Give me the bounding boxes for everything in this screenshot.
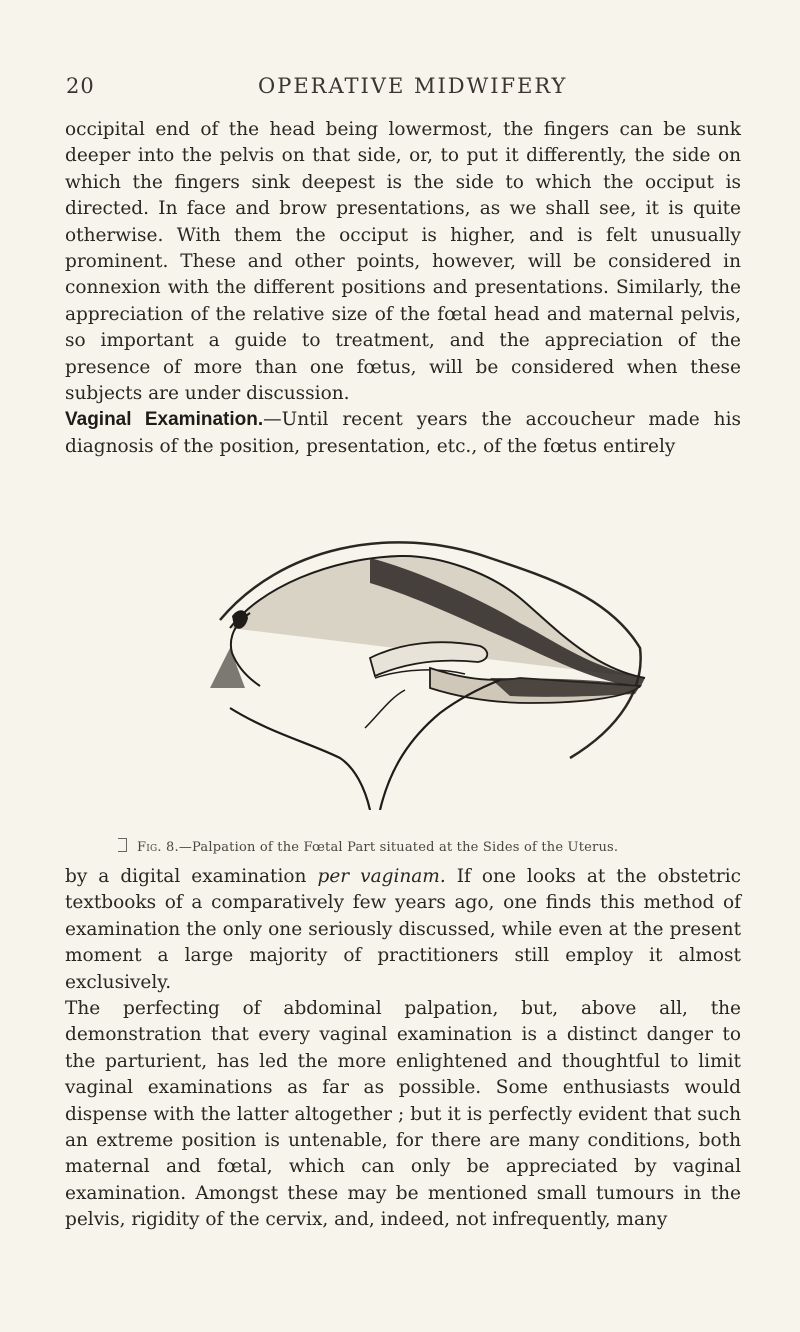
paragraph-2-end: If one looks at the obstetric textbooks of a comparatively few years ago, one finds this method of examination the only one seriously discussed, while even at the present moment a large majority of practitioners still employ it almost exclusively.: [65, 866, 742, 993]
section-heading: Vaginal Examination.: [65, 409, 264, 431]
page-header: [0, 74, 800, 104]
upper-text-block: [65, 117, 741, 460]
paragraph-occipital: occipital end of the head being lowermost, the fingers can be sunk deeper into the pelvis on that side, or, to put it differently, the side on which the fingers sink deepest is the side to which the occiput is directed. In face and brow presentations, as we shall see, it is quite otherwise. With them the occiput is higher, and is felt unusually prominent. These and other points, however, will be considered in connexion with the different positions and presentations. Similarly, the appreciation of the relative size of the fœtal head and maternal pelvis, so important a guide to treatment, and the appreciation of the presence of more than one fœtus, will be considered when these subjects are under discussion.: [65, 119, 741, 405]
section-text: —Until recent years the accoucheur made his diagnosis of the position, presentation, etc., of the fœtus entirely: [65, 409, 742, 457]
hands-palpation-illustration: [190, 528, 650, 810]
running-title: OPERATIVE MIDWIFERY: [258, 74, 568, 98]
figure-caption-text: —Palpation of the Fœtal Part situated at the Sides of the Uterus.: [178, 840, 619, 855]
figure-label: Fig. 8.: [137, 840, 179, 855]
page-number: 20: [66, 74, 95, 98]
lower-text-block: [65, 864, 741, 1234]
figure-caption: [118, 838, 758, 855]
paragraph-vaginal-examination: [65, 407, 741, 460]
figure-illustration: [190, 528, 650, 810]
bracket-mark: [118, 838, 127, 852]
paragraph-2-italic: per vaginam.: [317, 866, 446, 887]
paragraph-abdominal-palpation: The perfecting of abdominal palpation, but, above all, the demonstration that every vaginal examination is a distinct danger to the parturient, has led the more enlightened and thoughtful to limit vaginal examinations as far as possible. Some enthusiasts would dispense with the latter altogether ; but it is perfectly evident that such an extreme position is untenable, for there are many conditions, both maternal and fœtal, which can only be appreciated by vaginal examination. Amongst these may be mentioned small tumours in the pelvis, rigidity of the cervix, and, indeed, not infrequently, many: [65, 998, 741, 1231]
paragraph-digital-examination: [65, 864, 741, 996]
paragraph-2-start: by a digital examination: [65, 866, 318, 887]
